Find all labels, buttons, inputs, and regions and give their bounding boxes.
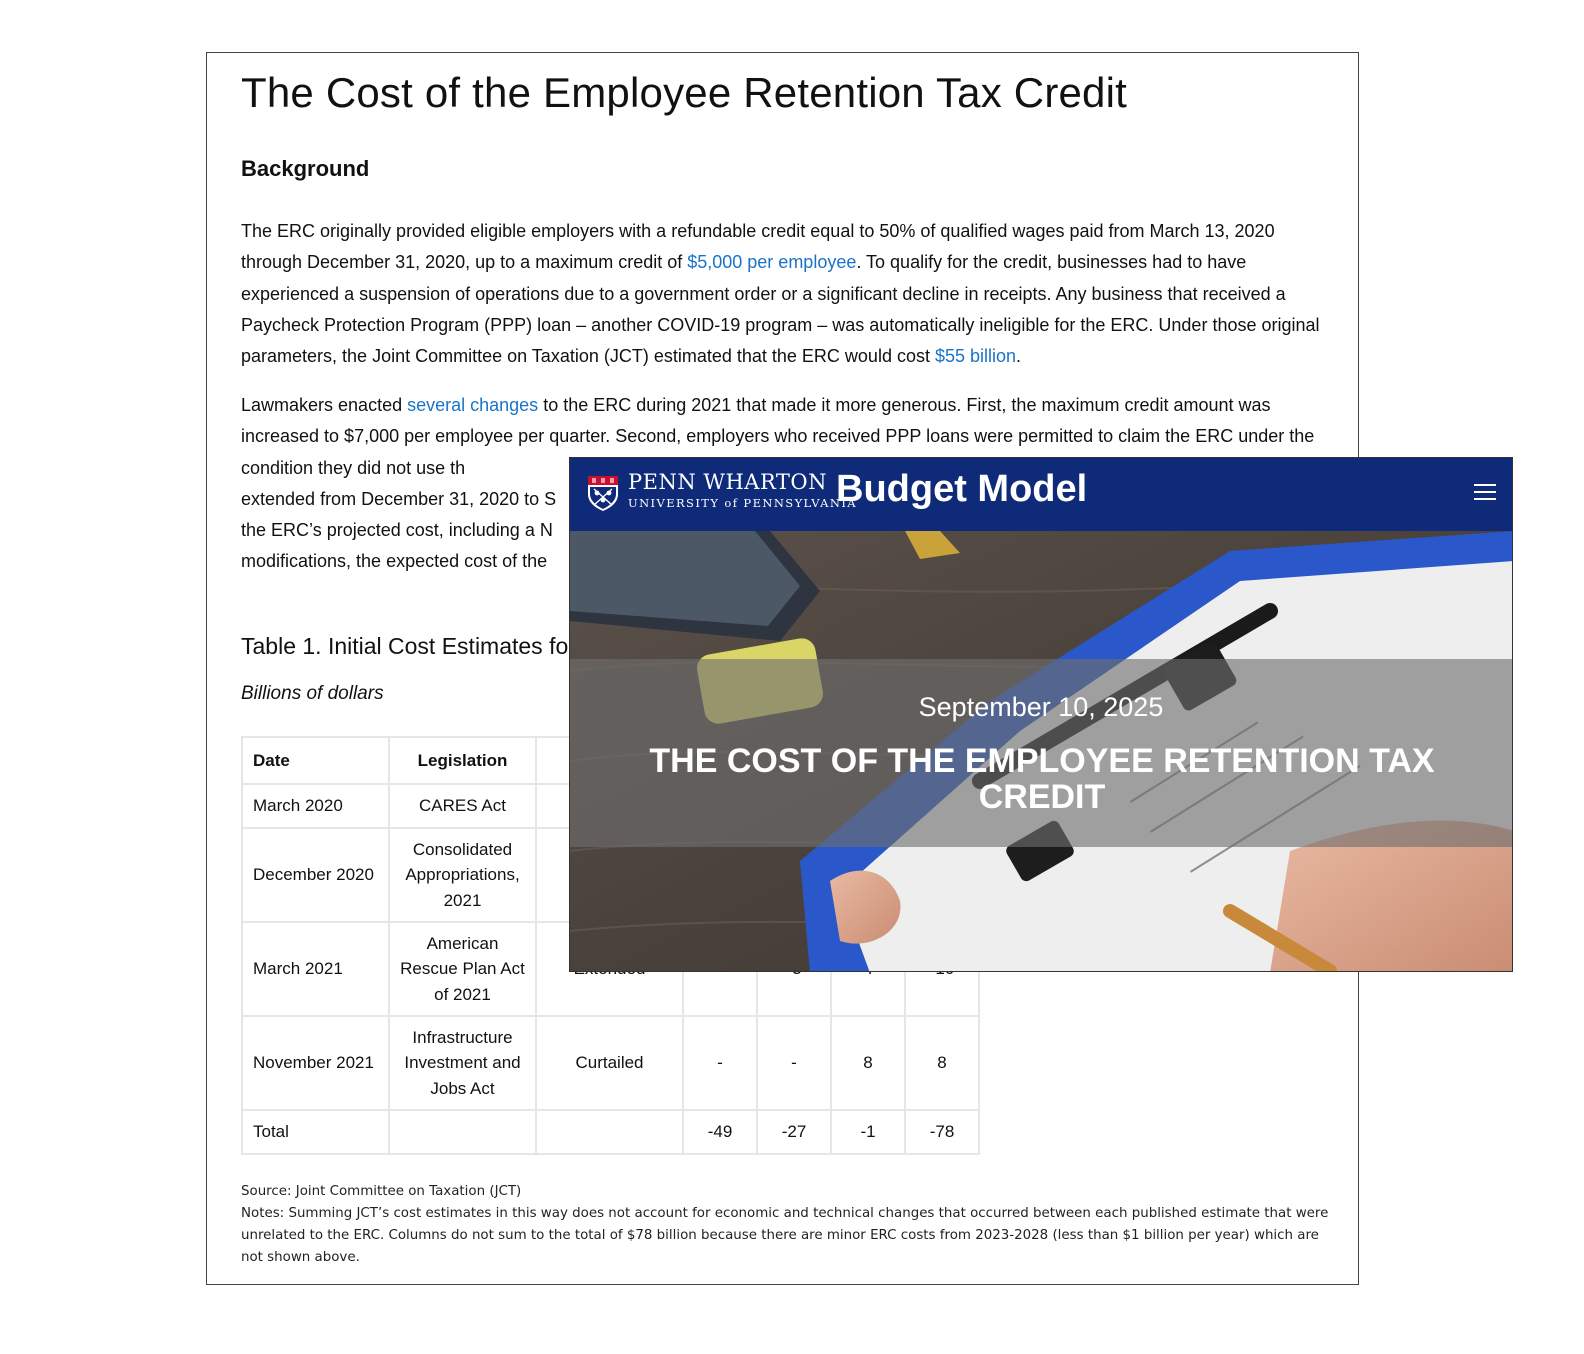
cell-value: -1 [831, 1110, 905, 1154]
link-5000-per-employee[interactable]: $5,000 per employee [687, 252, 857, 273]
section-heading: Background [241, 156, 370, 181]
hamburger-menu-icon[interactable] [1474, 484, 1496, 502]
cell-legislation [389, 1110, 536, 1154]
cell-legislation: Consolidated Appropriations, 2021 [389, 828, 536, 922]
cell-date: December 2020 [242, 828, 389, 922]
paragraph-2-line-4: extended from December 31, 2020 to S [241, 488, 557, 509]
cell-value: 8 [905, 1016, 979, 1110]
paragraph-2-line-5: the ERC’s projected cost, including a N [241, 520, 553, 541]
table-title: Table 1. Initial Cost Estimates fo [241, 633, 569, 659]
article-title: The Cost of the Employee Retention Tax Credit [241, 69, 1128, 116]
cell-effect [536, 1110, 683, 1154]
brand-university: UNIVERSITY of PENNSYLVANIA [628, 496, 857, 510]
cell-legislation: American Rescue Plan Act of 2021 [389, 922, 536, 1016]
paragraph-1 [241, 216, 1333, 372]
penn-shield-icon [586, 474, 620, 512]
header-legislation: Legislation [389, 737, 536, 784]
cell-legislation: CARES Act [389, 784, 536, 828]
source-note: Source: Joint Committee on Taxation (JCT) [241, 1184, 522, 1199]
paragraph-2-text-b: to the ERC during 2021 that made it more generous. First, the maximum credit amount was increased to $7,000 per employee per quarter. Second, employers who received PPP loans were permitted to claim the ERC under the condition they did not use th [241, 395, 1315, 478]
cell-value: -27 [757, 1110, 831, 1154]
cell-value: 8 [831, 1016, 905, 1110]
table-row-total [242, 1110, 979, 1154]
title-banner [570, 659, 1512, 847]
table-subtitle: Billions of dollars [241, 683, 384, 704]
cell-value: - [757, 1016, 831, 1110]
publish-date: September 10, 2025 [918, 692, 1164, 722]
paragraph-1-text-b: . To qualify for the credit, businesses had to have experienced a suspension of operations due to a government order or a significant decline in receipts. Any business that received a Paycheck Protection Program (PPP) loan – another COVID-19 program – was automatically ineligible for the ERC. Under those original parameters, the Joint Committee on Taxation (JCT) estimated that the ERC would cost [241, 252, 1320, 367]
cell-legislation: Infrastructure Investment and Jobs Act [389, 1016, 536, 1110]
table-footnotes [241, 1181, 1333, 1269]
paragraph-2-text-a: Lawmakers enacted [241, 395, 408, 415]
card-title[interactable]: THE COST OF THE EMPLOYEE RETENTION TAX CREDIT [649, 742, 1435, 816]
cell-effect: Curtailed [536, 1016, 683, 1110]
paragraph-1-text-a: The ERC originally provided eligible employers with a refundable credit equal to 50% of qualified wages paid from March 13, 2020 through December 31, 2020, up to a maximum credit of [241, 221, 1275, 273]
article-preview-card[interactable] [569, 457, 1513, 972]
cell-date: November 2021 [242, 1016, 389, 1110]
site-header-bar [570, 458, 1512, 531]
notes-text: Notes: Summing JCT’s cost estimates in this way does not account for economic and technical changes that occurred between each published estimate that were unrelated to the ERC. Columns do not sum to the total of $78 billion because there are minor ERC costs from 2023-2028 (less than $1 billion per year) which are not shown above. [241, 1206, 1329, 1265]
cell-date: March 2021 [242, 922, 389, 1016]
link-several-changes[interactable]: several changes [407, 395, 539, 415]
header-date: Date [242, 737, 389, 784]
cell-value: -49 [683, 1110, 757, 1154]
cell-date: March 2020 [242, 784, 389, 828]
link-55-billion[interactable]: $55 billion [934, 346, 1017, 367]
paragraph-2-line-6: modifications, the expected cost of the [241, 551, 548, 572]
cell-date: Total [242, 1110, 389, 1154]
cell-value: - [683, 1016, 757, 1110]
cell-value: -78 [905, 1110, 979, 1154]
brand-name[interactable]: PENN WHARTON [628, 470, 827, 494]
table-row [242, 1016, 979, 1110]
brand-product[interactable]: Budget Model [836, 468, 1088, 510]
paragraph-1-text-c: . [1016, 346, 1022, 367]
